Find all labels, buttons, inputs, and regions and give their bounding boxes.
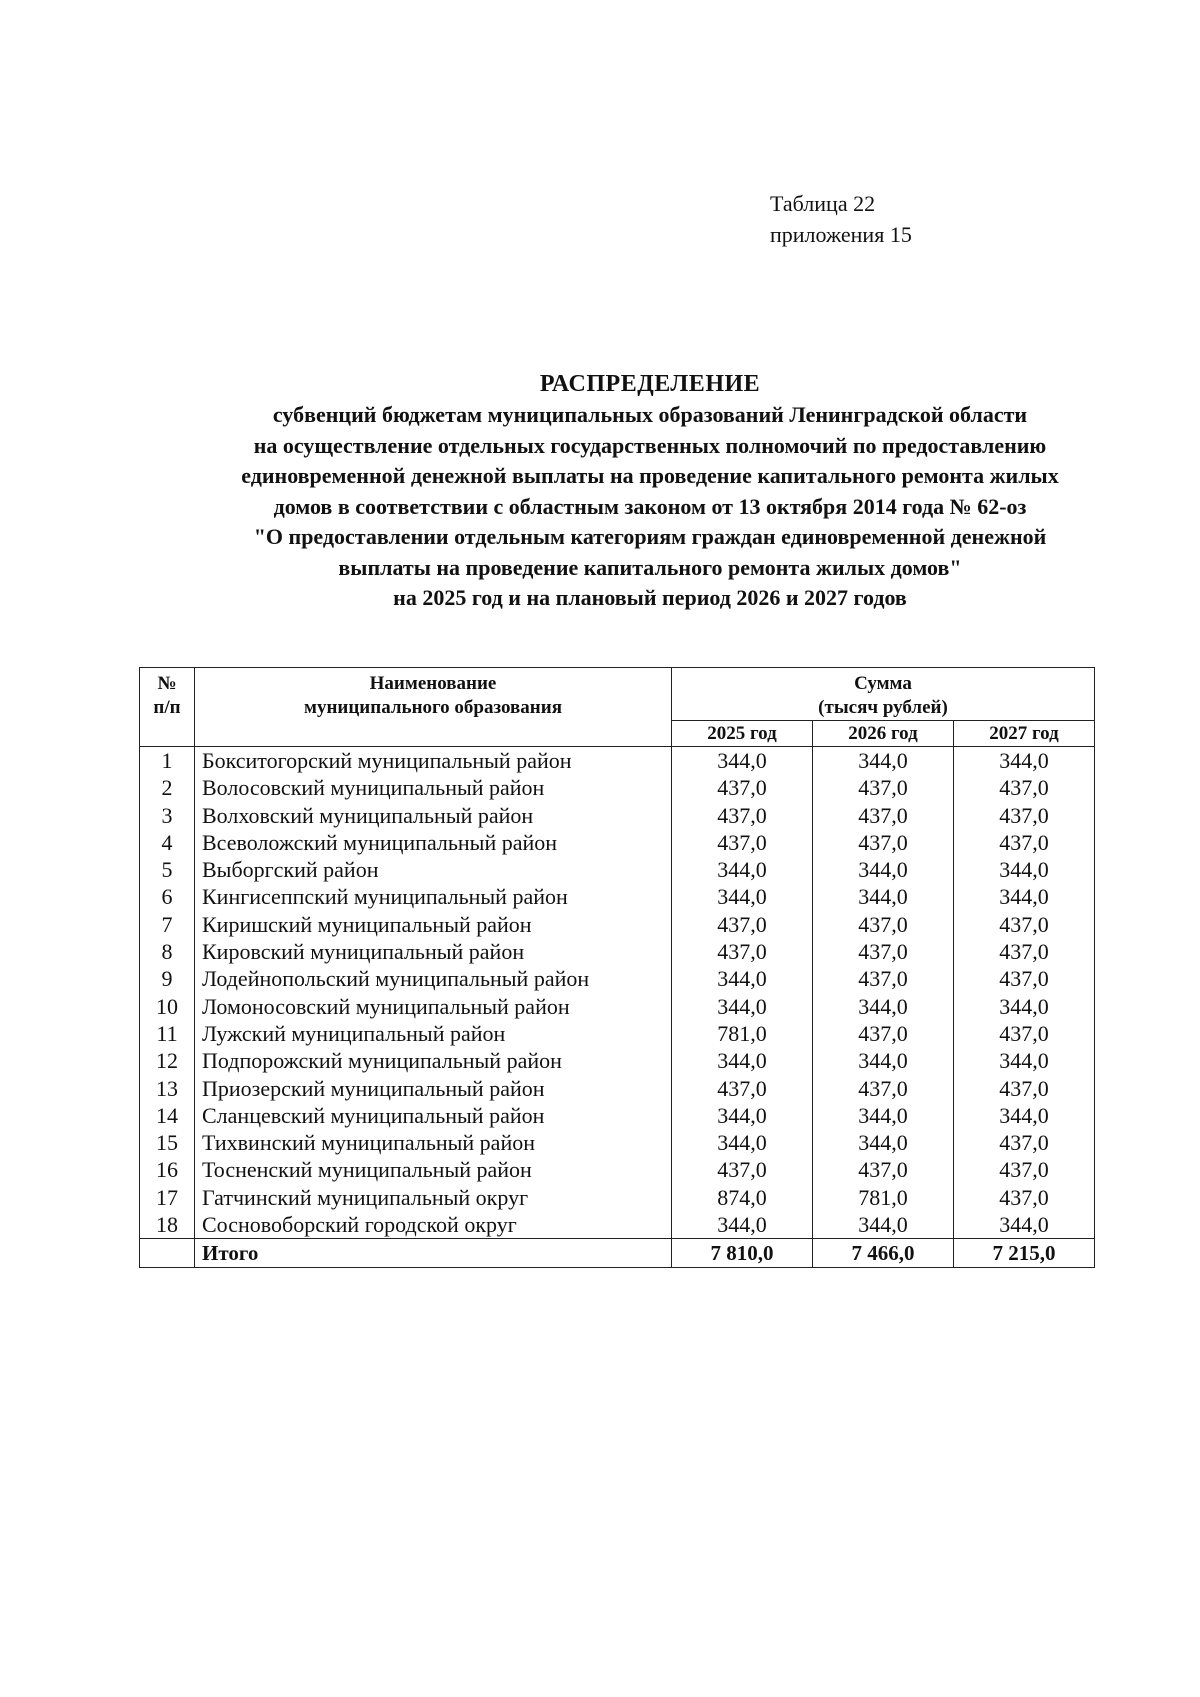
amount-2027: 344,0 bbox=[954, 1047, 1095, 1074]
municipality-name: Сосновоборский городской округ bbox=[195, 1211, 672, 1239]
amount-2027: 344,0 bbox=[954, 883, 1095, 910]
total-row bbox=[140, 1239, 1095, 1268]
amount-2027: 344,0 bbox=[954, 856, 1095, 883]
table-row bbox=[140, 1184, 1095, 1211]
total-number-cell bbox=[140, 1239, 195, 1268]
total-label: Итого bbox=[195, 1239, 672, 1268]
amount-2026: 437,0 bbox=[813, 1075, 954, 1102]
table-row bbox=[140, 1020, 1095, 1047]
amount-2026: 437,0 bbox=[813, 829, 954, 856]
total-2026: 7 466,0 bbox=[813, 1239, 954, 1268]
header-sum-line1: Сумма bbox=[854, 673, 912, 694]
amount-2025: 437,0 bbox=[672, 774, 813, 801]
row-number: 11 bbox=[140, 1020, 195, 1047]
municipality-name: Приозерский муниципальный район bbox=[195, 1075, 672, 1102]
amount-2026: 437,0 bbox=[813, 774, 954, 801]
header-name-line2: муниципального образования bbox=[304, 697, 562, 718]
heading-line: на 2025 год и на плановый период 2026 и 2027 годов bbox=[393, 585, 907, 610]
row-number: 3 bbox=[140, 802, 195, 829]
heading-line: на осуществление отдельных государственных полномочий по предоставлению bbox=[253, 432, 1047, 458]
municipality-name: Лужский муниципальный район bbox=[195, 1020, 672, 1047]
header-year-2027: 2027 год bbox=[954, 721, 1095, 747]
header-name-line1: Наименование bbox=[369, 673, 497, 694]
header-year-2025: 2025 год bbox=[672, 721, 813, 747]
amount-2027: 437,0 bbox=[954, 829, 1095, 856]
municipality-name: Бокситогорский муниципальный район bbox=[195, 747, 672, 775]
row-number: 14 bbox=[140, 1102, 195, 1129]
table-row bbox=[140, 774, 1095, 801]
amount-2026: 344,0 bbox=[813, 883, 954, 910]
heading-line: субвенций бюджетам муниципальных образований Ленинградской области bbox=[272, 402, 1028, 427]
table-row bbox=[140, 883, 1095, 910]
amount-2025: 437,0 bbox=[672, 938, 813, 965]
header-sum bbox=[672, 668, 1095, 721]
amount-2027: 437,0 bbox=[954, 774, 1095, 801]
row-number: 6 bbox=[140, 883, 195, 910]
heading-line: выплаты на проведение капитального ремонта жилых домов" bbox=[338, 554, 962, 580]
row-number: 8 bbox=[140, 938, 195, 965]
row-number: 15 bbox=[140, 1129, 195, 1156]
amount-2027: 344,0 bbox=[954, 747, 1095, 775]
municipality-name: Подпорожский муниципальный район bbox=[195, 1047, 672, 1074]
row-number: 4 bbox=[140, 829, 195, 856]
amount-2025: 437,0 bbox=[672, 1156, 813, 1183]
table-body bbox=[140, 747, 1095, 1239]
table-row bbox=[140, 1047, 1095, 1074]
municipality-name: Всеволожский муниципальный район bbox=[195, 829, 672, 856]
amount-2027: 437,0 bbox=[954, 1156, 1095, 1183]
municipality-name: Волховский муниципальный район bbox=[195, 802, 672, 829]
table-row bbox=[140, 965, 1095, 992]
amount-2025: 437,0 bbox=[672, 829, 813, 856]
document-title: РАСПРЕДЕЛЕНИЕ bbox=[539, 371, 761, 397]
row-number: 7 bbox=[140, 911, 195, 938]
header-number-line1: № bbox=[157, 673, 177, 694]
amount-2027: 344,0 bbox=[954, 993, 1095, 1020]
table-row bbox=[140, 1102, 1095, 1129]
amount-2026: 344,0 bbox=[813, 747, 954, 775]
header-name bbox=[195, 668, 672, 747]
table-row bbox=[140, 1129, 1095, 1156]
amount-2026: 781,0 bbox=[813, 1184, 954, 1211]
header-year-2026: 2026 год bbox=[813, 721, 954, 747]
amount-2025: 344,0 bbox=[672, 1211, 813, 1239]
table-number: Таблица 22 bbox=[770, 191, 876, 216]
municipality-name: Волосовский муниципальный район bbox=[195, 774, 672, 801]
total-2025: 7 810,0 bbox=[672, 1239, 813, 1268]
municipality-name: Тихвинский муниципальный район bbox=[195, 1129, 672, 1156]
table-reference bbox=[770, 188, 912, 250]
amount-2025: 344,0 bbox=[672, 1129, 813, 1156]
municipality-name: Киришский муниципальный район bbox=[195, 911, 672, 938]
municipality-name: Тосненский муниципальный район bbox=[195, 1156, 672, 1183]
amount-2025: 437,0 bbox=[672, 1075, 813, 1102]
heading-line: "О предоставлении отдельным категориям граждан единовременной денежной bbox=[253, 524, 1047, 549]
table-row bbox=[140, 856, 1095, 883]
table-row bbox=[140, 1075, 1095, 1102]
table-row bbox=[140, 829, 1095, 856]
amount-2027: 437,0 bbox=[954, 1075, 1095, 1102]
document-heading bbox=[120, 368, 1180, 614]
amount-2025: 781,0 bbox=[672, 1020, 813, 1047]
amount-2026: 344,0 bbox=[813, 993, 954, 1020]
total-2027: 7 215,0 bbox=[954, 1239, 1095, 1268]
amount-2025: 344,0 bbox=[672, 883, 813, 910]
amount-2026: 437,0 bbox=[813, 938, 954, 965]
amount-2027: 437,0 bbox=[954, 965, 1095, 992]
municipality-name: Гатчинский муниципальный округ bbox=[195, 1184, 672, 1211]
table-row bbox=[140, 1211, 1095, 1239]
amount-2026: 344,0 bbox=[813, 1129, 954, 1156]
amount-2025: 437,0 bbox=[672, 911, 813, 938]
row-number: 17 bbox=[140, 1184, 195, 1211]
header-number bbox=[140, 668, 195, 747]
header-number-line2: п/п bbox=[153, 697, 181, 718]
header-sum-line2: (тысяч рублей) bbox=[818, 697, 948, 718]
municipality-name: Лодейнопольский муниципальный район bbox=[195, 965, 672, 992]
amount-2027: 437,0 bbox=[954, 911, 1095, 938]
amount-2027: 437,0 bbox=[954, 1184, 1095, 1211]
table-row bbox=[140, 747, 1095, 775]
row-number: 10 bbox=[140, 993, 195, 1020]
table-row bbox=[140, 993, 1095, 1020]
row-number: 13 bbox=[140, 1075, 195, 1102]
distribution-table bbox=[139, 667, 1095, 1268]
amount-2025: 344,0 bbox=[672, 993, 813, 1020]
amount-2027: 437,0 bbox=[954, 802, 1095, 829]
appendix-number: приложения 15 bbox=[770, 222, 912, 247]
heading-line: домов в соответствии с областным законом от 13 октября 2014 года № 62-оз bbox=[273, 493, 1027, 519]
amount-2026: 344,0 bbox=[813, 1211, 954, 1239]
amount-2026: 344,0 bbox=[813, 1102, 954, 1129]
amount-2026: 437,0 bbox=[813, 802, 954, 829]
amount-2026: 344,0 bbox=[813, 856, 954, 883]
municipality-name: Выборгский район bbox=[195, 856, 672, 883]
row-number: 12 bbox=[140, 1047, 195, 1074]
table-row bbox=[140, 1156, 1095, 1183]
municipality-name: Сланцевский муниципальный район bbox=[195, 1102, 672, 1129]
municipality-name: Кировский муниципальный район bbox=[195, 938, 672, 965]
amount-2025: 344,0 bbox=[672, 856, 813, 883]
row-number: 1 bbox=[140, 747, 195, 775]
heading-line: единовременной денежной выплаты на проведение капитального ремонта жилых bbox=[241, 463, 1059, 488]
table-row bbox=[140, 802, 1095, 829]
amount-2025: 344,0 bbox=[672, 1102, 813, 1129]
municipality-name: Кингисеппский муниципальный район bbox=[195, 883, 672, 910]
amount-2025: 344,0 bbox=[672, 965, 813, 992]
municipality-name: Ломоносовский муниципальный район bbox=[195, 993, 672, 1020]
row-number: 16 bbox=[140, 1156, 195, 1183]
amount-2027: 437,0 bbox=[954, 1129, 1095, 1156]
amount-2027: 344,0 bbox=[954, 1102, 1095, 1129]
table-row bbox=[140, 911, 1095, 938]
row-number: 5 bbox=[140, 856, 195, 883]
amount-2025: 874,0 bbox=[672, 1184, 813, 1211]
amount-2027: 344,0 bbox=[954, 1211, 1095, 1239]
table-row bbox=[140, 938, 1095, 965]
amount-2026: 344,0 bbox=[813, 1047, 954, 1074]
amount-2026: 437,0 bbox=[813, 965, 954, 992]
row-number: 18 bbox=[140, 1211, 195, 1239]
amount-2025: 344,0 bbox=[672, 747, 813, 775]
amount-2026: 437,0 bbox=[813, 1020, 954, 1047]
row-number: 2 bbox=[140, 774, 195, 801]
row-number: 9 bbox=[140, 965, 195, 992]
amount-2026: 437,0 bbox=[813, 1156, 954, 1183]
amount-2027: 437,0 bbox=[954, 1020, 1095, 1047]
amount-2026: 437,0 bbox=[813, 911, 954, 938]
amount-2025: 437,0 bbox=[672, 802, 813, 829]
amount-2025: 344,0 bbox=[672, 1047, 813, 1074]
amount-2027: 437,0 bbox=[954, 938, 1095, 965]
